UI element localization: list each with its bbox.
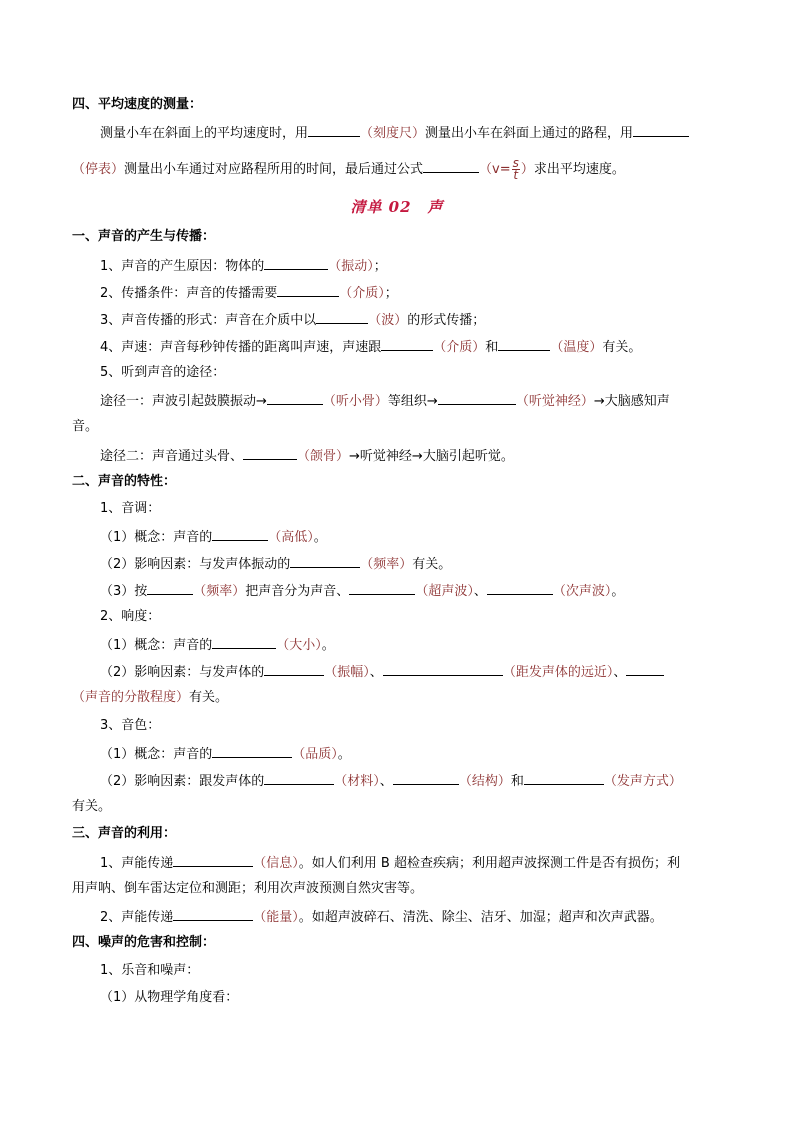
answer-blank [381, 337, 433, 351]
answer-text: （v= [479, 162, 511, 177]
answer-blank [277, 283, 339, 297]
answer-text: （大小） [276, 638, 322, 653]
answer-blank [308, 123, 360, 137]
answer-blank [487, 581, 553, 595]
list-item [100, 662, 664, 682]
section-heading: 四、噪声的危害和控制： [72, 935, 216, 950]
answer-blank [212, 635, 276, 649]
body-text: 的形式传播； [407, 313, 486, 328]
body-text: （1）概念：声音的 [100, 747, 213, 762]
speed-formula-fraction [512, 158, 520, 181]
body-text: 3、声音传播的形式：声音在介质中以 [100, 313, 317, 328]
answer-blank [316, 310, 368, 324]
body-text: 2、传播条件：声音的传播需要 [100, 286, 278, 301]
answer-blank [243, 446, 297, 460]
body-text: 测量出小车通过对应路程所用的时间，最后通过公式 [124, 162, 424, 177]
answer-blank [498, 337, 550, 351]
answer-text: （品质） [292, 747, 338, 762]
answer-blank [349, 581, 415, 595]
body-text: 4、声速：声音每秒钟传播的距离叫声速，声速跟 [100, 340, 382, 355]
paragraph-line [72, 158, 625, 181]
answer-text: （介质） [339, 286, 385, 301]
list-item [100, 310, 485, 330]
body-text: 、 [613, 665, 627, 680]
answer-text: （高低） [268, 530, 314, 545]
body-text: 有关。 [189, 690, 229, 705]
answer-blank [264, 771, 334, 785]
body-text: →听觉神经→大脑引起听觉。 [349, 449, 514, 464]
body-text: （2）影响因素：与发声体振动的 [100, 557, 291, 572]
list-item [100, 283, 398, 303]
body-text: 。 [313, 530, 327, 545]
answer-text: （能量） [253, 910, 299, 925]
answer-text: （声音的分散程度） [72, 690, 190, 705]
section-heading: 一、声音的产生与传播： [72, 229, 216, 244]
list-item [100, 527, 327, 547]
answer-text: （介质） [433, 340, 486, 355]
body-text: 2、声能传递 [100, 910, 174, 925]
answer-blank [212, 527, 268, 541]
answer-text: （发声方式） [603, 774, 682, 789]
answer-blank [438, 391, 516, 405]
list-item [100, 635, 335, 655]
paragraph-line [100, 123, 689, 143]
body-text: （2）影响因素：跟发声体的 [100, 774, 265, 789]
body-text: （1）概念：声音的 [100, 530, 213, 545]
body-text: 。 [337, 747, 351, 762]
fraction-part: s [512, 156, 519, 170]
answer-text: （次声波） [552, 584, 612, 599]
answer-blank [393, 771, 459, 785]
body-text: 把声音分为声音、 [245, 584, 350, 599]
section-heading-speed: 四、平均速度的测量： [72, 97, 203, 112]
body-text: 途径二：声音通过头骨、 [100, 449, 244, 464]
answer-blank [267, 391, 323, 405]
answer-text: （听觉神经） [515, 394, 594, 409]
answer-blank [383, 662, 503, 676]
fraction-part: t [513, 168, 519, 182]
body-text: 求出平均速度。 [533, 162, 625, 177]
body-text: 和 [510, 774, 524, 789]
body-text: 。如超声波碎石、清洗、除尘、洁牙、加湿；超声和次声武器。 [298, 910, 663, 925]
list-item [100, 554, 451, 574]
list-item: 1、音调： [100, 501, 161, 516]
list-item [100, 744, 351, 764]
list-item: （1）从物理学角度看： [100, 990, 239, 1005]
answer-text: （频率） [360, 557, 413, 572]
answer-text: （温度） [550, 340, 603, 355]
body-text: 1、声音的产生原因：物体的 [100, 259, 265, 274]
list-item [100, 446, 514, 466]
answer-text: （振动） [328, 259, 374, 274]
answer-blank [633, 123, 689, 137]
answer-text: （距发声体的远近） [502, 665, 614, 680]
body-text: 、 [473, 584, 487, 599]
answer-text: （信息） [253, 856, 299, 871]
answer-blank [423, 159, 479, 173]
answer-blank [147, 581, 193, 595]
list-item [72, 689, 228, 707]
list-item [100, 771, 682, 791]
answer-blank [626, 662, 664, 676]
body-text: 、 [369, 665, 383, 680]
list-item [100, 337, 641, 357]
answer-text: （停表） [72, 162, 125, 177]
list-item [100, 256, 387, 276]
answer-text: （材料） [334, 774, 380, 789]
list-item: 3、音色： [100, 718, 161, 733]
list-item [100, 853, 680, 873]
body-text: 途径一：声波引起鼓膜振动→ [100, 394, 267, 409]
list-item: 有关。 [72, 799, 112, 814]
body-text: 。如人们利用 B 超检查疾病；利用超声波探测工件是否有损伤；利 [298, 856, 680, 871]
body-text: 1、声能传递 [100, 856, 174, 871]
list-item: 1、乐音和噪声： [100, 963, 200, 978]
body-text: 和 [485, 340, 499, 355]
body-text: ； [384, 286, 398, 301]
list-item: 音。 [72, 419, 99, 434]
answer-text: （超声波） [415, 584, 474, 599]
body-text: 有关。 [602, 340, 642, 355]
chapter-title: 清单 02 声 [350, 198, 444, 216]
list-item: 5、听到声音的途径： [100, 365, 226, 380]
answer-text: （振幅） [324, 665, 370, 680]
body-text: 测量出小车在斜面上通过的路程，用 [425, 126, 634, 141]
answer-text: （听小骨） [322, 394, 388, 409]
body-text: 。 [321, 638, 335, 653]
body-text: 测量小车在斜面上的平均速度时，用 [100, 126, 309, 141]
body-text: →大脑感知声 [593, 394, 670, 409]
body-text: （1）概念：声音的 [100, 638, 213, 653]
answer-text: （频率） [193, 584, 246, 599]
section-heading: 三、声音的利用： [72, 826, 177, 841]
answer-blank [524, 771, 604, 785]
answer-blank [290, 554, 360, 568]
answer-blank [173, 853, 253, 867]
answer-text: ） [520, 162, 534, 177]
list-item: 用声呐、倒车雷达定位和测距；利用次声波预测自然灾害等。 [72, 881, 424, 896]
answer-text: （波） [368, 313, 408, 328]
answer-text: （刻度尺） [360, 126, 426, 141]
list-item: 2、响度： [100, 609, 161, 624]
answer-blank [264, 256, 328, 270]
body-text: 等组织→ [387, 394, 438, 409]
list-item [100, 581, 624, 601]
body-text: 。 [611, 584, 625, 599]
list-item [100, 391, 670, 411]
body-text: （3）按 [100, 584, 148, 599]
body-text: （2）影响因素：与发声体的 [100, 665, 265, 680]
answer-text: （结构） [458, 774, 511, 789]
answer-text: （颌骨） [297, 449, 350, 464]
body-text: 、 [379, 774, 393, 789]
answer-blank [264, 662, 324, 676]
body-text: ； [373, 259, 387, 274]
section-heading: 二、声音的特性： [72, 474, 177, 489]
list-item [100, 907, 663, 927]
body-text: 有关。 [412, 557, 452, 572]
answer-blank [212, 744, 292, 758]
answer-blank [173, 907, 253, 921]
